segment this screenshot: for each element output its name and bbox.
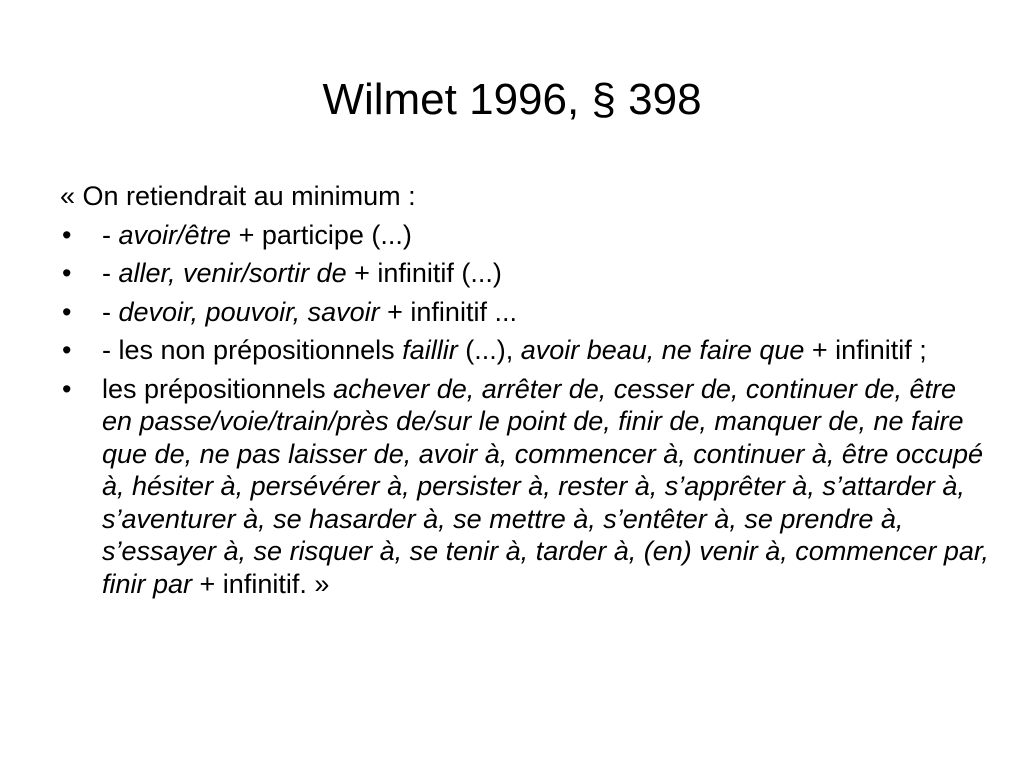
- slide-title: Wilmet 1996, § 398: [322, 75, 702, 124]
- bullet-item: [60, 257, 990, 290]
- slide-body: [60, 180, 990, 606]
- bullet-text-italic: avoir/être: [118, 219, 232, 250]
- bullet-item: [60, 296, 990, 329]
- bullet-text-italic: faillir: [402, 335, 458, 365]
- bullet-text-italic: achever de, arrêter de, cesser de, continuer de, être en passe/voie/train/près de/sur le point de, finir de, manquer de, ne faire que de, ne pas laisser de, avoir à, commencer à, continuer à, être occupé à, hésiter à, persévérer à, persister à, rester à, s’apprêter à, s’attarder à, s’aventurer à, se hasarder à, se mettre à, s’entêter à, se prendre à, s’essayer à, se risquer à, se tenir à, tarder à, (en) venir à, commencer par, finir par: [102, 373, 989, 599]
- bullet-item: [60, 373, 990, 601]
- bullet-text: -: [102, 296, 119, 327]
- bullet-list: [60, 219, 990, 601]
- bullet-item: [60, 334, 990, 367]
- bullet-item: [60, 219, 990, 252]
- bullet-text: -: [102, 219, 119, 250]
- bullet-text: -: [102, 258, 119, 288]
- bullet-text: + infinitif ...: [379, 296, 517, 327]
- bullet-text-italic: devoir, pouvoir, savoir: [118, 296, 380, 327]
- bullet-text-italic: avoir beau, ne faire que: [520, 335, 805, 365]
- bullet-text-italic: aller, venir/sortir de: [118, 258, 347, 288]
- bullet-text: + participe (...): [231, 219, 412, 250]
- bullet-text: + infinitif. »: [192, 568, 330, 599]
- intro-line: « On retiendrait au minimum :: [60, 181, 416, 211]
- bullet-text: - les non prépositionnels: [102, 335, 403, 365]
- bullet-text: + infinitif (...): [346, 258, 502, 288]
- bullet-text: (...),: [457, 335, 521, 365]
- bullet-text: les prépositionnels: [102, 373, 334, 404]
- bullet-text: + infinitif ;: [804, 335, 927, 365]
